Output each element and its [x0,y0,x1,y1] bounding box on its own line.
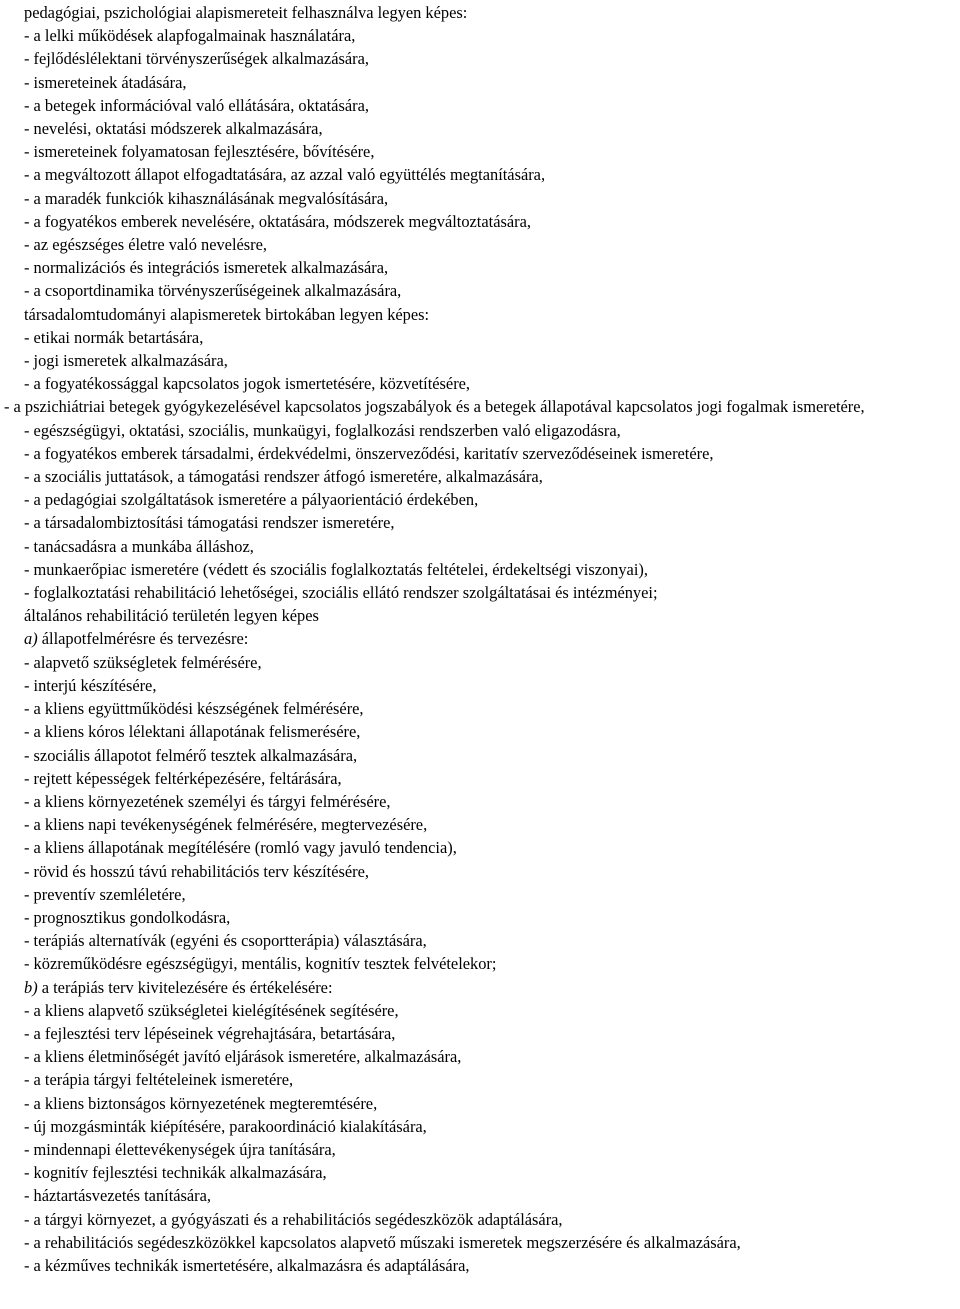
list-item: - új mozgásminták kiépítésére, parakoordináció kialakítására, [24,1116,427,1136]
list-item: - a rehabilitációs segédeszközökkel kapcsolatos alapvető műszaki ismeretek megszerzésére és alkalmazására, [24,1232,741,1252]
list-item: - fejlődéslélektani törvényszerűségek alkalmazására, [24,49,369,69]
list-item: - prognosztikus gondolkodásra, [24,907,231,927]
list-item: - munkaerőpiac ismeretére (védett és szociális foglalkoztatás feltételei, érdekeltségi viszonyai), [24,559,648,579]
document-body [4,1,956,1277]
list-item: - háztartásvezetés tanítására, [24,1186,212,1206]
list-item: - interjú készítésére, [24,675,157,695]
list-item: - a szociális juttatások, a támogatási rendszer átfogó ismeretére, alkalmazására, [24,467,543,487]
list-item: - a kliens napi tevékenységének felmérésére, megtervezésére, [24,815,428,835]
list-item: - a pedagógiai szolgáltatások ismeretére a pályaorientáció érdekében, [24,490,479,510]
list-item: - a fejlesztési terv lépéseinek végrehajtására, betartására, [24,1023,396,1043]
list-item: - alapvető szükségletek felmérésére, [24,652,262,672]
list-item: - az egészséges életre való nevelésre, [24,235,267,255]
list-item: - a társadalombiztosítási támogatási rendszer ismeretére, [24,513,395,533]
list-item: - a fogyatékossággal kapcsolatos jogok ismertetésére, közvetítésére, [24,374,471,394]
list-item: - mindennapi élettevékenységek újra tanítására, [24,1139,336,1159]
list-item: - a megváltozott állapot elfogadtatására, az azzal való együttélés megtanítására, [24,165,546,185]
list-item: - nevelési, oktatási módszerek alkalmazására, [24,119,323,139]
list-item: - foglalkoztatási rehabilitáció lehetőségei, szociális ellátó rendszer szolgáltatásai és intézményei; [24,583,658,603]
list-item: - a betegek információval való ellátására, oktatására, [24,95,369,115]
list-item: - a kliens környezetének személyi és tárgyi felmérésére, [24,791,391,811]
section-heading [24,976,956,999]
list-item: - ismereteinek átadására, [24,72,187,92]
list-item: - a csoportdinamika törvényszerűségeinek alkalmazására, [24,281,402,301]
list-item: - a tárgyi környezet, a gyógyászati és a rehabilitációs segédeszközök adaptálására, [24,1209,563,1229]
intro-text: társadalomtudományi alapismeretek birtokában legyen képes: [24,304,430,324]
list-item: - szociális állapotot felmérő tesztek alkalmazására, [24,745,358,765]
list-item: - a kliens alapvető szükségletei kielégítésének segítésére, [24,1000,399,1020]
list-item: - preventív szemléletére, [24,884,186,904]
list-item: - normalizációs és integrációs ismeretek alkalmazására, [24,258,389,278]
list-item: - rövid és hosszú távú rehabilitációs terv készítésére, [24,861,369,881]
section-heading-text: a terápiás terv kivitelezésére és értékelésére: [37,977,333,997]
list-item: - kognitív fejlesztési technikák alkalmazására, [24,1163,327,1183]
list-item: - a kliens együttműködési készségének felmérésére, [24,699,364,719]
list-item: - a kliens életminőségét javító eljárások ismeretére, alkalmazására, [24,1047,462,1067]
section-label: a) [24,629,38,649]
list-item: - jogi ismeretek alkalmazására, [24,351,228,371]
list-item: - a kliens biztonságos környezetének megteremtésére, [24,1093,378,1113]
section-label: b) [24,977,38,997]
section-heading [24,627,956,650]
list-item: - ismereteinek folyamatosan fejlesztésére, bővítésére, [24,142,375,162]
list-item: - a pszichiátriai betegek gyógykezelésével kapcsolatos jogszabályok és a betegek állapotával kapcsolatos jogi fogalmak ismeretére, [4,397,865,417]
list-item: - a kézműves technikák ismertetésére, alkalmazásra és adaptálására, [24,1255,470,1275]
list-item: - a maradék funkciók kihasználásának megvalósítására, [24,188,389,208]
list-item: - közreműködésre egészségügyi, mentális, kognitív tesztek felvételekor; [24,954,497,974]
list-item: - a fogyatékos emberek nevelésére, oktatására, módszerek megváltoztatására, [24,211,531,231]
list-item: - etikai normák betartására, [24,327,204,347]
list-item: - egészségügyi, oktatási, szociális, munkaügyi, foglalkozási rendszerben való eligazodásra, [24,420,621,440]
list-item: - a kliens kóros lélektani állapotának felismerésére, [24,722,361,742]
list-item: - a fogyatékos emberek társadalmi, érdekvédelmi, önszerveződési, karitatív szerveződéseinek ismeretére, [24,443,714,463]
list-item: - terápiás alternatívák (egyéni és csoportterápia) választására, [24,931,427,951]
intro-text: általános rehabilitáció területén legyen képes [24,606,319,626]
list-item: - a kliens állapotának megítélésére (romló vagy javuló tendencia), [24,838,457,858]
list-item: - a lelki működések alapfogalmainak használatára, [24,26,356,46]
intro-text: pedagógiai, pszichológiai alapismereteit felhasználva legyen képes: [24,3,468,22]
section-heading-text: állapotfelmérésre és tervezésre: [37,629,249,649]
list-item: - rejtett képességek feltérképezésére, feltárására, [24,768,342,788]
list-item: - tanácsadásra a munkába álláshoz, [24,536,254,556]
list-item: - a terápia tárgyi feltételeinek ismeretére, [24,1070,294,1090]
